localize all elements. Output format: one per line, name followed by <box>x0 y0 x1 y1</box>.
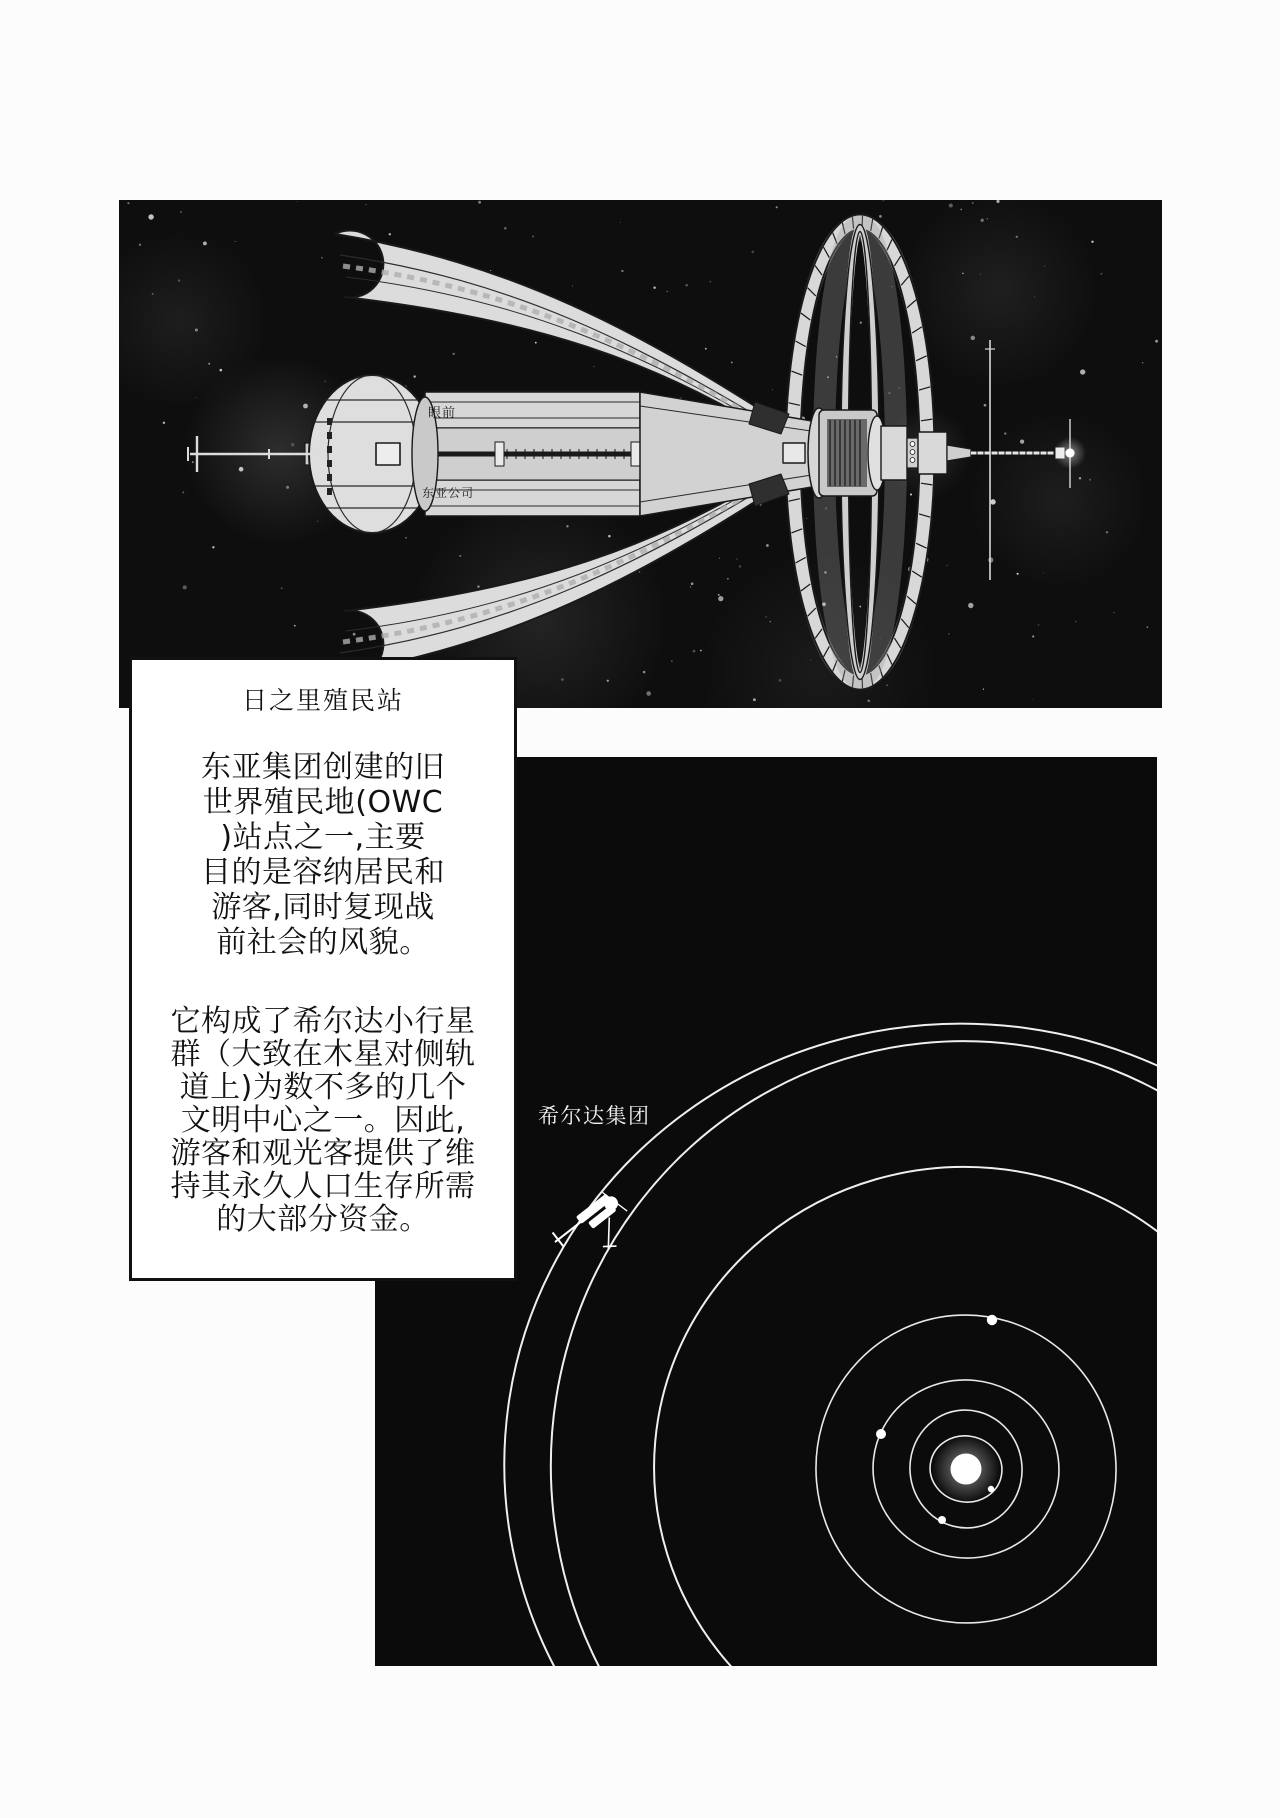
text-line: 前社会的风貌。 <box>216 925 430 960</box>
text-line: 持其永久人口生存所需 <box>170 1169 476 1204</box>
beacon-star <box>1066 449 1075 458</box>
text-line: 它构成了希尔达小行星 <box>170 1004 476 1039</box>
hilda-group-label: 希尔达集团 <box>538 1104 651 1128</box>
infobox-title: 日之里殖民站 <box>241 686 404 715</box>
text-line: 文明中心之一。因此, <box>180 1103 466 1138</box>
text-line: 游客和观光客提供了维 <box>170 1136 476 1171</box>
colony-infobox <box>129 657 517 1281</box>
hull-label-lower: 东亚公司 <box>422 486 475 500</box>
infobox-paragraph-1 <box>132 750 514 960</box>
space-station-illustration <box>119 200 1162 708</box>
space-station-panel <box>119 200 1162 708</box>
text-line: 道上)为数不多的几个 <box>179 1070 467 1105</box>
text-line: 游客,同时复现战 <box>211 890 435 925</box>
text-line: )站点之一,主要 <box>220 820 426 855</box>
station-hull <box>425 392 818 516</box>
infobox-paragraph-2 <box>132 1005 514 1236</box>
text-line: 目的是容纳居民和 <box>201 855 445 890</box>
text-line: 群（大致在木星对侧轨 <box>170 1037 476 1072</box>
text-line: 的大部分资金。 <box>216 1202 430 1237</box>
hull-label-upper: 眼前 <box>428 406 457 421</box>
text-line: 世界殖民地(OWC <box>202 785 444 820</box>
text-line: 东亚集团创建的旧 <box>201 750 445 785</box>
